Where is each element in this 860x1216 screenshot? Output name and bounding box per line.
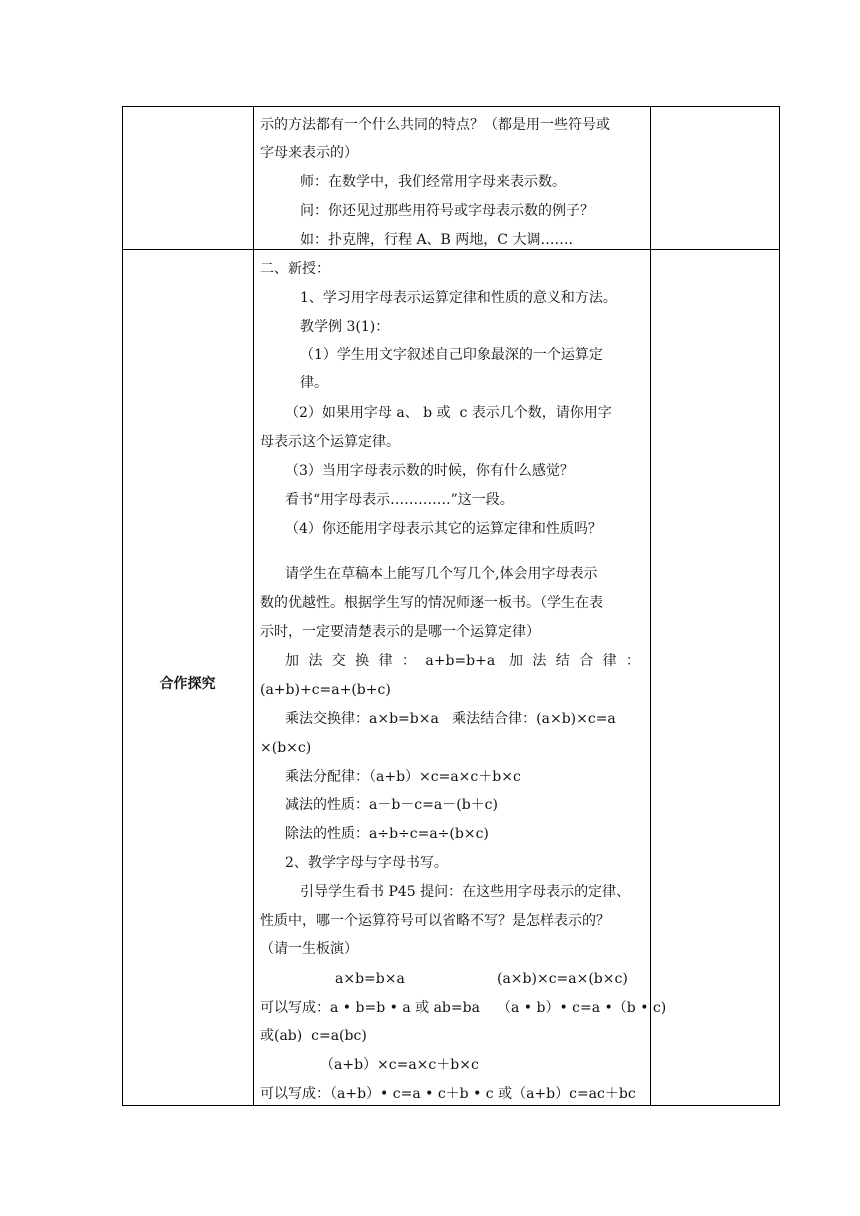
text-line: 引导学生看书 P45 提问：在这些用字母表示的定律、	[300, 884, 631, 900]
table-right-border	[779, 106, 780, 1106]
formula-line: 可以写成：（a+b）• c=a • c＋b • c 或（a+b）c=ac＋bc	[260, 1086, 636, 1102]
text-line: （2）如果用字母 a、 b 或 c 表示几个数，请你用字	[285, 405, 612, 421]
formula-line: (a×b)×c=a×(b×c)	[497, 971, 628, 987]
text-line: 看书“用字母表示………….”这一段。	[285, 492, 514, 508]
column-divider-2	[650, 106, 651, 1106]
text-line: （3）当用字母表示数的时候，你有什么感觉？	[285, 463, 574, 479]
text-line: 示时，一定要清楚表示的是哪一个运算定律）	[260, 624, 540, 640]
formula-line: 乘法分配律：（a+b）×c=a×c＋b×c	[285, 769, 521, 785]
formula-line: 除法的性质：a÷b÷c=a÷(b×c)	[285, 826, 489, 842]
text-line: 教学例 3(1)：	[300, 319, 390, 335]
section-heading: 二、新授：	[260, 261, 330, 277]
text-line: 2、教学字母与字母书写。	[285, 855, 448, 871]
row-label: 合作探究	[159, 676, 216, 692]
formula-line: (a+b)+c=a+(b+c)	[260, 682, 391, 698]
formula-line: 加法交换律：a+b=b+a 加法结合律：	[285, 653, 640, 669]
text-line: （4）你还能用字母表示其它的运算定律和性质吗？	[285, 521, 602, 537]
formula-line: ×(b×c)	[260, 740, 312, 756]
text-line: （1）学生用文字叙述自己印象最深的一个运算定	[300, 347, 603, 363]
text-line: 1、学习用字母表示运算定律和性质的意义和方法。	[300, 290, 617, 306]
table-left-border	[122, 106, 123, 1106]
row-divider	[122, 249, 780, 250]
formula-line: 乘法交换律：a×b=b×a 乘法结合律：(a×b)×c=a	[285, 711, 616, 727]
column-divider-1	[253, 106, 254, 1106]
table-top-border	[122, 106, 780, 107]
text-line: 请学生在草稿本上能写几个写几个,体会用字母表示	[285, 566, 598, 582]
text-line: 律。	[300, 375, 328, 391]
text-line: 性质中，哪一个运算符号可以省略不写？是怎样表示的？	[260, 913, 610, 929]
text-line: 如：扑克牌，行程 A、B 两地，C 大调…….	[300, 232, 573, 248]
text-line: 师：在数学中，我们经常用字母来表示数。	[300, 174, 566, 190]
text-line: 示的方法都有一个什么共同的特点？（都是用一些符号或	[260, 117, 610, 133]
formula-line: （a • b）• c=a •（b • c)	[497, 1000, 667, 1016]
formula-line: 或(ab) c=a(bc)	[260, 1028, 367, 1044]
formula-line: a×b=b×a	[335, 971, 405, 987]
text-line: （请一生板演）	[260, 941, 358, 957]
table-bottom-border	[122, 1105, 780, 1106]
text-line: 问：你还见过那些用符号或字母表示数的例子？	[300, 203, 594, 219]
formula-line: （a+b）×c=a×c＋b×c	[320, 1057, 479, 1073]
text-line: 字母来表示的）	[260, 145, 358, 161]
formula-line: 可以写成：a • b=b • a 或 ab=ba	[260, 1000, 480, 1016]
text-line: 母表示这个运算定律。	[260, 434, 400, 450]
formula-line: 减法的性质：a－b－c=a－(b＋c)	[285, 797, 498, 813]
text-line: 数的优越性。根据学生写的情况师逐一板书。（学生在表	[260, 595, 603, 611]
